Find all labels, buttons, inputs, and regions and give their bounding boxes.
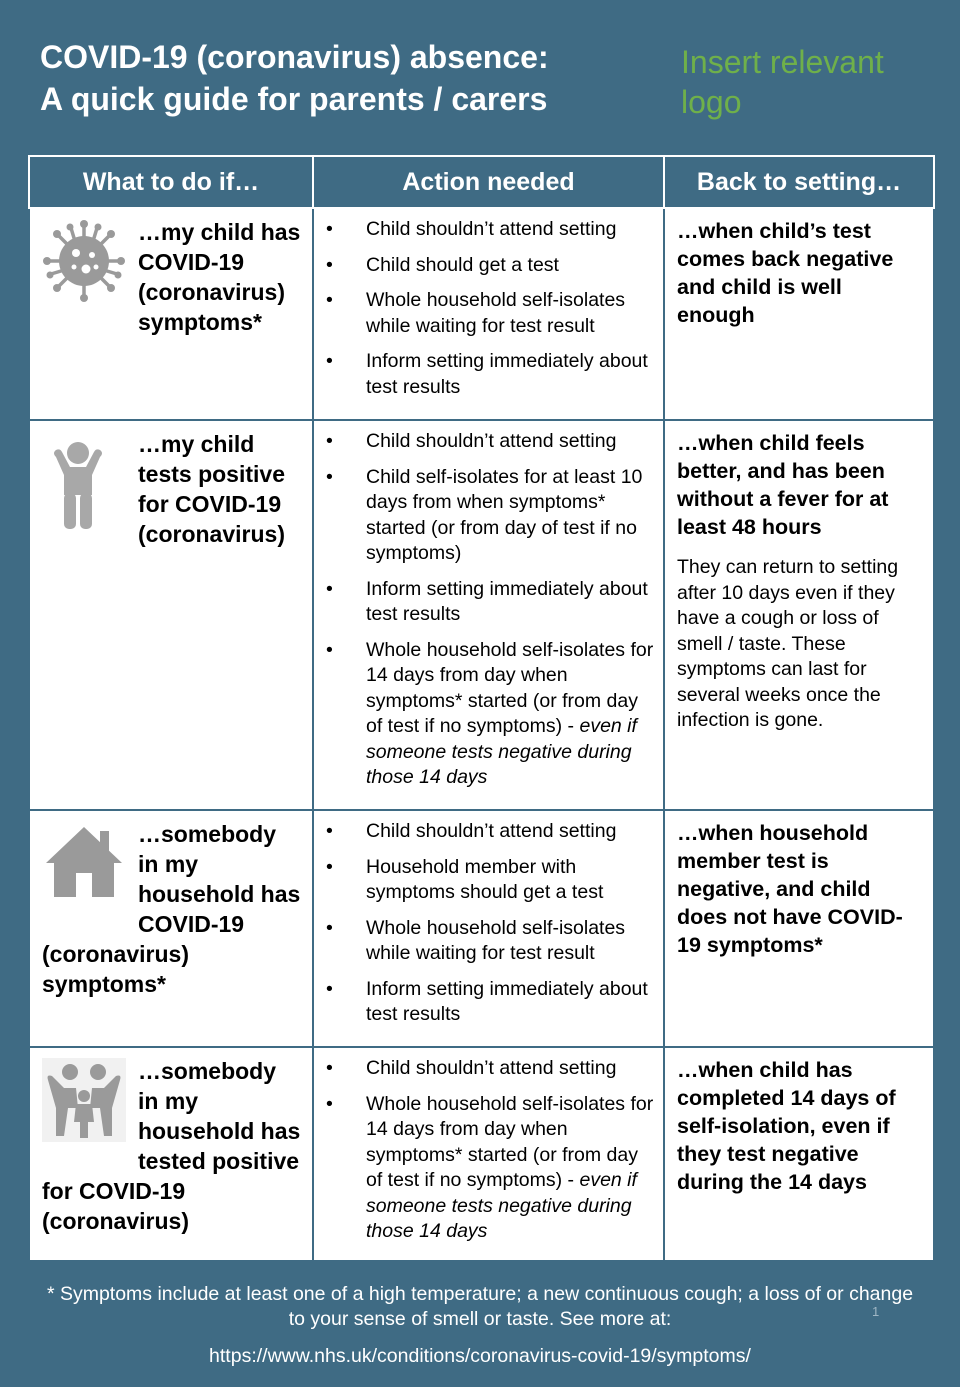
action-item: • Child shouldn’t attend setting xyxy=(314,429,657,455)
back-to-setting-cell xyxy=(664,208,934,420)
actions-cell xyxy=(313,810,664,1047)
action-emphasis: even if someone tests negative during those 14 days xyxy=(366,715,637,788)
condition-cell xyxy=(29,1047,313,1261)
condition-cell xyxy=(29,420,313,810)
actions-cell xyxy=(313,1047,664,1261)
condition-cell xyxy=(29,810,313,1047)
action-item: • Whole household self-isolates while waiting for test result xyxy=(314,916,657,967)
logo-placeholder: Insert relevant logo xyxy=(681,44,884,120)
table-row xyxy=(29,208,934,420)
action-emphasis: even if someone tests negative during those 14 days xyxy=(366,1169,637,1242)
back-to-setting-cell xyxy=(664,810,934,1047)
symptoms-footnote: * Symptoms include at least one of a high temperature; a new continuous cough; a loss of or change to your sense of smell or taste. See more at: xyxy=(46,1283,914,1330)
title-line-2: A quick guide for parents / carers xyxy=(40,81,548,117)
back-to-setting-cell xyxy=(664,1047,934,1261)
header-action-needed: Action needed xyxy=(313,156,664,208)
child-icon xyxy=(42,431,126,521)
header-what-to-do: What to do if… xyxy=(29,156,313,208)
family-icon xyxy=(42,1058,126,1148)
action-item: • Inform setting immediately about test results xyxy=(314,977,657,1028)
action-item: • Child self-isolates for at least 10 days from when symptoms* started (or from day of test if no symptoms) xyxy=(314,465,657,567)
action-item: • Household member with symptoms should get a test xyxy=(314,855,657,906)
back-note: They can return to setting after 10 days even if they have a cough or loss of smell / taste. These symptoms can last for several weeks once the infection is gone. xyxy=(677,556,899,731)
back-condition: …when child’s test comes back negative and child is well enough xyxy=(677,219,894,327)
table-row xyxy=(29,810,934,1047)
condition-text: …somebody in my household has COVID-19 (coronavirus) symptoms* xyxy=(42,821,301,997)
back-condition: …when child has completed 14 days of self-isolation, even if they test negative during the 14 days xyxy=(677,1058,896,1194)
back-to-setting-cell xyxy=(664,420,934,810)
action-item: • Child shouldn’t attend setting xyxy=(314,217,657,243)
action-item: • Inform setting immediately about test results xyxy=(314,349,657,400)
page-number: 1 xyxy=(872,1304,880,1319)
title-line-1: COVID-19 (coronavirus) absence: xyxy=(40,39,549,75)
action-item: • Whole household self-isolates for 14 days from day when symptoms* started (or from day of test if no symptoms) - even if someone tests negative during those 14 days xyxy=(314,638,657,791)
guidance-table xyxy=(28,155,935,1262)
back-condition: …when household member test is negative, and child does not have COVID-19 symptoms* xyxy=(677,821,903,957)
condition-text: …my child has COVID-19 (coronavirus) symptoms* xyxy=(138,219,301,335)
table-row xyxy=(29,1047,934,1261)
header-back-to-setting: Back to setting… xyxy=(664,156,934,208)
condition-text: …my child tests positive for COVID-19 (coronavirus) xyxy=(138,431,285,547)
action-item: • Child should get a test xyxy=(314,253,657,279)
actions-cell xyxy=(313,420,664,810)
action-item: • Child shouldn’t attend setting xyxy=(314,1056,657,1082)
page-title xyxy=(40,36,660,120)
nhs-symptoms-link[interactable]: https://www.nhs.uk/conditions/coronavirus-covid-19/symptoms/ xyxy=(209,1345,751,1367)
back-condition: …when child feels better, and has been without a fever for at least 48 hours xyxy=(677,431,889,539)
action-item: • Whole household self-isolates for 14 days from day when symptoms* started (or from day of test if no symptoms) - even if someone tests negative during those 14 days xyxy=(314,1092,657,1245)
condition-cell xyxy=(29,208,313,420)
table-header-row xyxy=(29,156,934,208)
action-item: • Whole household self-isolates while waiting for test result xyxy=(314,288,657,339)
table-row xyxy=(29,420,934,810)
virus-icon xyxy=(42,219,126,309)
action-item: • Child shouldn’t attend setting xyxy=(314,819,657,845)
actions-cell xyxy=(313,208,664,420)
action-item: • Inform setting immediately about test results xyxy=(314,577,657,628)
house-icon xyxy=(42,821,126,911)
condition-text: …somebody in my household has tested positive for COVID-19 (coronavirus) xyxy=(42,1058,301,1234)
